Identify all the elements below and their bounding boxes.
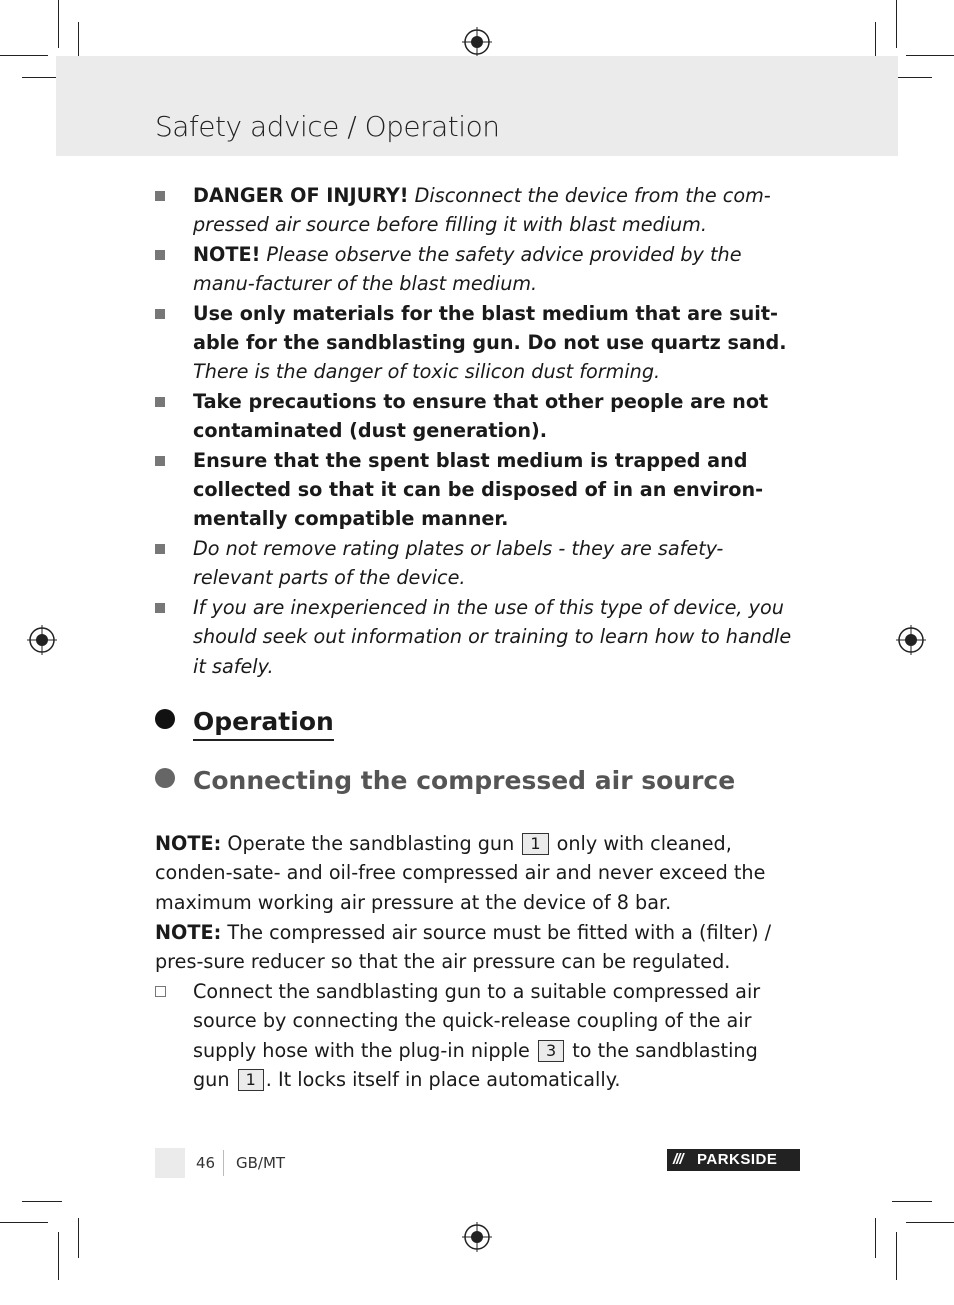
crop-mark xyxy=(58,1232,59,1280)
page-title: Safety advice / Operation xyxy=(155,110,500,143)
language-code: GB/MT xyxy=(236,1154,286,1172)
crop-mark xyxy=(892,1201,932,1202)
crop-mark xyxy=(58,0,59,48)
note-label: NOTE: xyxy=(155,832,222,855)
heading-dot-icon xyxy=(155,709,175,729)
section-heading-connecting xyxy=(155,766,735,795)
item-text: Do not remove rating plates or labels - they are safety-relevant parts of the device. xyxy=(193,536,724,590)
list-item xyxy=(155,181,800,240)
list-item xyxy=(155,240,800,299)
note-paragraph xyxy=(155,829,800,917)
crop-mark xyxy=(0,55,48,56)
brand-logo xyxy=(667,1149,800,1171)
page-number: 46 xyxy=(196,1154,216,1172)
crop-mark xyxy=(906,55,954,56)
crop-mark xyxy=(906,1222,954,1223)
crop-mark xyxy=(875,1218,876,1258)
square-bullet-icon xyxy=(155,456,165,466)
item-bold-text: Use only materials for the blast medium that are suit-able for the sandblasting gun. Do not use quartz sand. xyxy=(193,301,787,355)
item-text: If you are inexperienced in the use of this type of device, you should seek out information or training to learn how to handle it safely. xyxy=(193,595,792,678)
registration-mark-icon xyxy=(896,625,926,655)
square-bullet-icon xyxy=(155,309,165,319)
heading-text: Operation xyxy=(193,707,334,741)
crop-mark xyxy=(892,77,932,78)
square-bullet-icon xyxy=(155,397,165,407)
step-text: to the sandblasting gun xyxy=(193,1038,758,1092)
heading-dot-icon xyxy=(155,768,175,788)
safety-list xyxy=(155,181,800,681)
footer-box xyxy=(155,1148,185,1178)
list-item xyxy=(155,387,800,446)
registration-mark-icon xyxy=(27,625,57,655)
note-text: The compressed air source must be fitted with a (filter) / pres-sure reducer so that the air pressure can be regulated. xyxy=(155,921,772,974)
step-text: . It locks itself in place automatically. xyxy=(265,1068,621,1092)
brand-name: PARKSIDE xyxy=(697,1151,778,1168)
item-bold-text: NOTE! xyxy=(193,242,261,266)
instruction-step xyxy=(155,977,800,1095)
square-bullet-icon xyxy=(155,603,165,613)
list-item xyxy=(155,299,800,387)
list-item xyxy=(155,977,800,1095)
note-paragraph xyxy=(155,918,800,977)
item-text: There is the danger of toxic silicon dust forming. xyxy=(193,360,661,384)
list-item xyxy=(155,446,800,534)
item-bold-text: DANGER OF INJURY! xyxy=(193,184,409,207)
crop-mark xyxy=(896,1232,897,1280)
crop-mark xyxy=(22,1201,62,1202)
crop-mark xyxy=(896,0,897,48)
heading-text: Connecting the compressed air source xyxy=(193,766,736,795)
list-item xyxy=(155,534,800,593)
note-label: NOTE: xyxy=(155,921,222,944)
square-bullet-icon xyxy=(155,544,165,554)
step-text: Connect the sandblasting gun to a suitable compressed air source by connecting the quick-release coupling of the air supply hose with the plug-in nipple xyxy=(193,980,761,1062)
registration-mark-icon xyxy=(462,27,492,57)
brand-mark: /// xyxy=(673,1151,683,1168)
part-reference: 1 xyxy=(238,1069,264,1091)
checkbox-bullet-icon xyxy=(155,986,166,997)
square-bullet-icon xyxy=(155,250,165,260)
part-reference: 1 xyxy=(522,833,548,855)
item-text: Disconnect the device from the com-pressed air source before filling it with blast medium. xyxy=(193,184,771,237)
item-text: Please observe the safety advice provided by the manu-facturer of the blast medium. xyxy=(193,242,742,296)
item-bold-text: Take precautions to ensure that other people are not contaminated (dust generation). xyxy=(193,389,769,443)
section-heading-operation xyxy=(155,707,334,736)
note-text: Operate the sandblasting gun xyxy=(221,832,521,855)
crop-mark xyxy=(0,1222,48,1223)
footer-divider xyxy=(223,1150,224,1176)
part-reference: 3 xyxy=(538,1040,564,1062)
crop-mark xyxy=(78,1218,79,1258)
registration-mark-icon xyxy=(462,1222,492,1252)
list-item xyxy=(155,593,800,681)
item-bold-text: Ensure that the spent blast medium is trapped and collected so that it can be disposed of in an environ-mentally compatible manner. xyxy=(193,448,764,531)
square-bullet-icon xyxy=(155,191,165,201)
note-text: only with cleaned, conden-sate- and oil-free compressed air and never exceed the maximum working air pressure at the device of 8 bar. xyxy=(155,832,766,914)
